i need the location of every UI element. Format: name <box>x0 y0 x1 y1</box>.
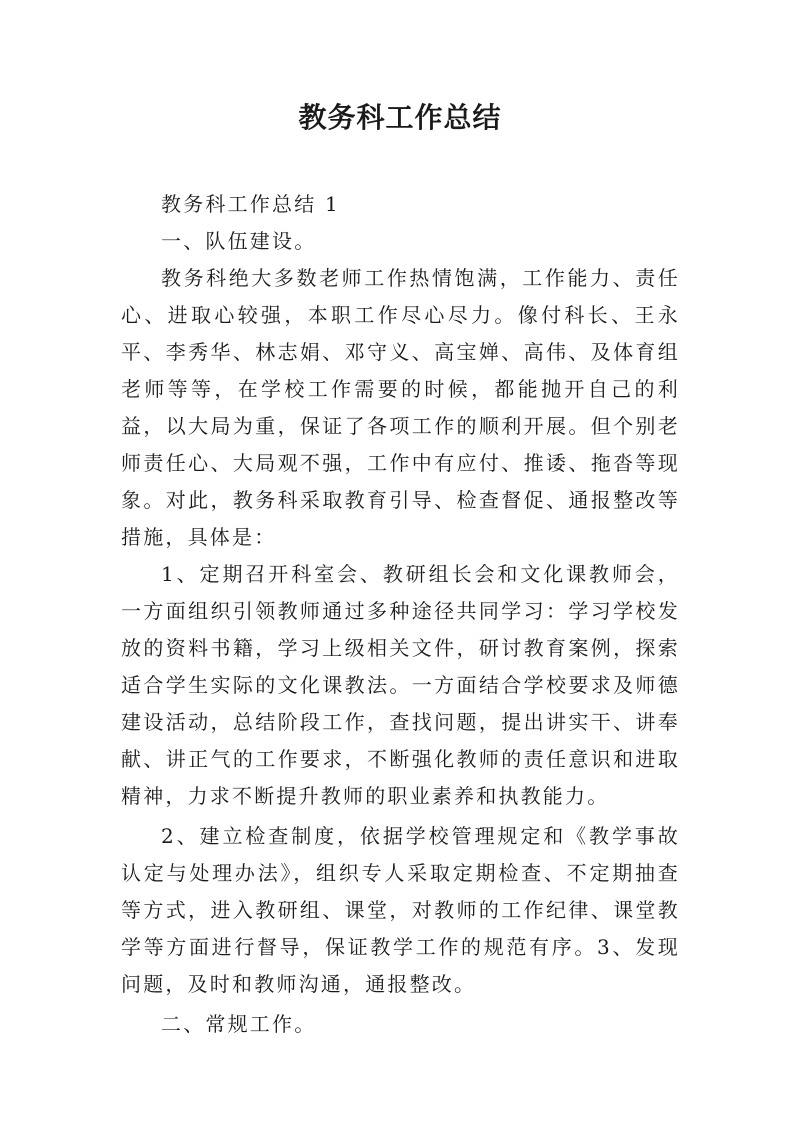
section-heading-summary-1: 教务科工作总结 1 <box>161 192 340 216</box>
paragraph-measure-2: 2、建立检查制度，依据学校管理规定和《教学事故认定与处理办法》，组织专人采取定期检查、不定期抽查等方式，进入教研组、课堂，对教师的工作纪律、课堂教学等方面进行督导，保证教学工作的规范有序。3、发现问题，及时和教师沟通，通报整改。 <box>121 824 680 996</box>
page-title: 教务科工作总结 <box>298 101 502 134</box>
section-heading-team-building: 一、队伍建设。 <box>161 229 317 253</box>
paragraph-team-overview: 教务科绝大多数老师工作热情饱满，工作能力、责任心、进取心较强，本职工作尽心尽力。像付科长、王永平、李秀华、林志娟、邓守义、高宝婵、高伟、及体育组老师等等，在学校工作需要的时候，都能抛开自己的利益，以大局为重，保证了各项工作的顺利开展。但个别老师责任心、大局观不强，工作中有应付、推诿、拖沓等现象。对此，教务科采取教育引导、检查督促、通报整改等措施，具体是： <box>121 266 680 549</box>
paragraph-measure-1: 1、定期召开科室会、教研组长会和文化课教师会，一方面组织引领教师通过多种途径共同学习：学习学校发放的资料书籍，学习上级相关文件，研讨教育案例，探索适合学生实际的文化课教法。一方面结合学校要求及师德建设活动，总结阶段工作，查找问题，提出讲实干、讲奉献、讲正气的工作要求，不断强化教师的责任意识和进取精神，力求不断提升教师的职业素养和执教能力。 <box>121 562 680 808</box>
section-heading-routine-work: 二、常规工作。 <box>161 1012 317 1036</box>
document-body <box>121 186 680 1043</box>
